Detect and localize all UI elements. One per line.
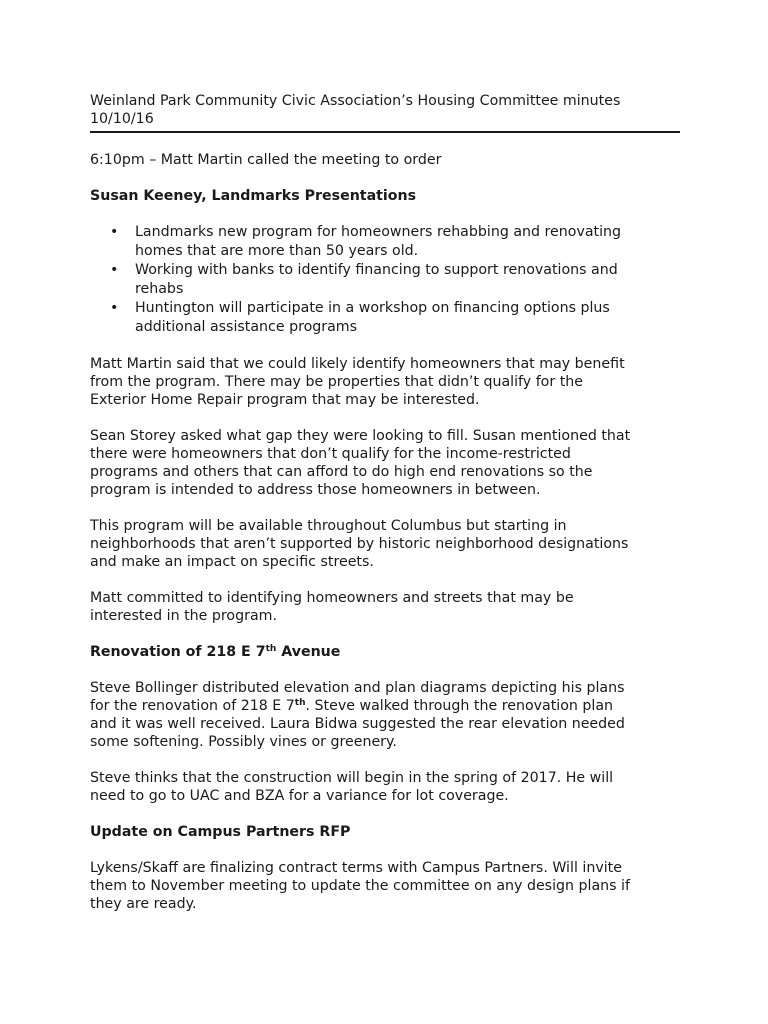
paragraph-commitment [90,589,680,625]
paragraph-line: Sean Storey asked what gap they were looking to fill. Susan mentioned that [90,428,631,444]
paragraph-identify-homeowners [90,355,680,409]
list-item [110,261,680,299]
paragraph-line: Exterior Home Repair program that may be interested. [90,392,480,408]
list-item-line: rehabs [135,281,184,297]
paragraph-line: some softening. Possibly vines or greenery. [90,734,397,750]
bullet-icon: • [110,300,119,316]
ordinal-suffix: th [294,698,306,708]
paragraph-line: neighborhoods that aren’t supported by historic neighborhood designations [90,536,629,552]
list-item-line: homes that are more than 50 years old. [135,243,419,259]
section-heading-renovation [90,643,680,661]
call-to-order: 6:10pm – Matt Martin called the meeting to order [90,152,442,168]
title-date: 10/10/16 [90,111,154,127]
document-title [90,92,680,128]
paragraph-contract-terms [90,859,680,913]
list-item-line: additional assistance programs [135,319,358,335]
minutes-page [90,92,680,913]
section-heading-campus-partners: Update on Campus Partners RFP [90,824,351,840]
header-rule [90,131,680,133]
paragraph-line: interested in the program. [90,608,277,624]
heading-text: Renovation of 218 E 7 [90,644,266,660]
paragraph-line: This program will be available throughout Columbus but starting in [90,518,567,534]
paragraph-line: there were homeowners that don’t qualify for the income-restricted [90,446,571,462]
list-item [110,299,680,337]
paragraph-line: Steve Bollinger distributed elevation and plan diagrams depicting his plans [90,680,625,696]
paragraph-diagrams [90,679,680,751]
section-heading-landmarks: Susan Keeney, Landmarks Presentations [90,188,417,204]
paragraph-line: Matt committed to identifying homeowners and streets that may be [90,590,574,606]
document-header [90,92,680,133]
landmarks-bullet-list [90,223,680,337]
paragraph-line: Lykens/Skaff are finalizing contract terms with Campus Partners. Will invite [90,860,622,876]
list-item-line: Working with banks to identify financing to support renovations and [135,262,618,278]
list-item-line: Landmarks new program for homeowners rehabbing and renovating [135,224,622,240]
paragraph-line: programs and others that can afford to do high end renovations so the [90,464,593,480]
paragraph-gap [90,427,680,499]
bullet-icon: • [110,224,119,240]
paragraph-line: and it was well received. Laura Bidwa suggested the rear elevation needed [90,716,625,732]
paragraph-line: Steve thinks that the construction will begin in the spring of 2017. He will [90,770,614,786]
list-item-line: Huntington will participate in a workshop on financing options plus [135,300,610,316]
paragraph-line: Matt Martin said that we could likely identify homeowners that may benefit [90,356,625,372]
ordinal-suffix: th [265,644,277,654]
title-line: Weinland Park Community Civic Association’s Housing Committee minutes [90,93,621,109]
paragraph-line: . Steve walked through the renovation plan [305,698,614,714]
paragraph-line: them to November meeting to update the committee on any design plans if [90,878,630,894]
paragraph-construction [90,769,680,805]
list-item [110,223,680,261]
paragraph-line: from the program. There may be properties that didn’t qualify for the [90,374,583,390]
paragraph-line: for the renovation of 218 E 7 [90,698,295,714]
paragraph-line: need to go to UAC and BZA for a variance for lot coverage. [90,788,509,804]
bullet-icon: • [110,262,119,278]
heading-text: Avenue [276,644,341,660]
paragraph-line: they are ready. [90,896,197,912]
paragraph-line: program is intended to address those homeowners in between. [90,482,541,498]
paragraph-availability [90,517,680,571]
paragraph-line: and make an impact on specific streets. [90,554,374,570]
